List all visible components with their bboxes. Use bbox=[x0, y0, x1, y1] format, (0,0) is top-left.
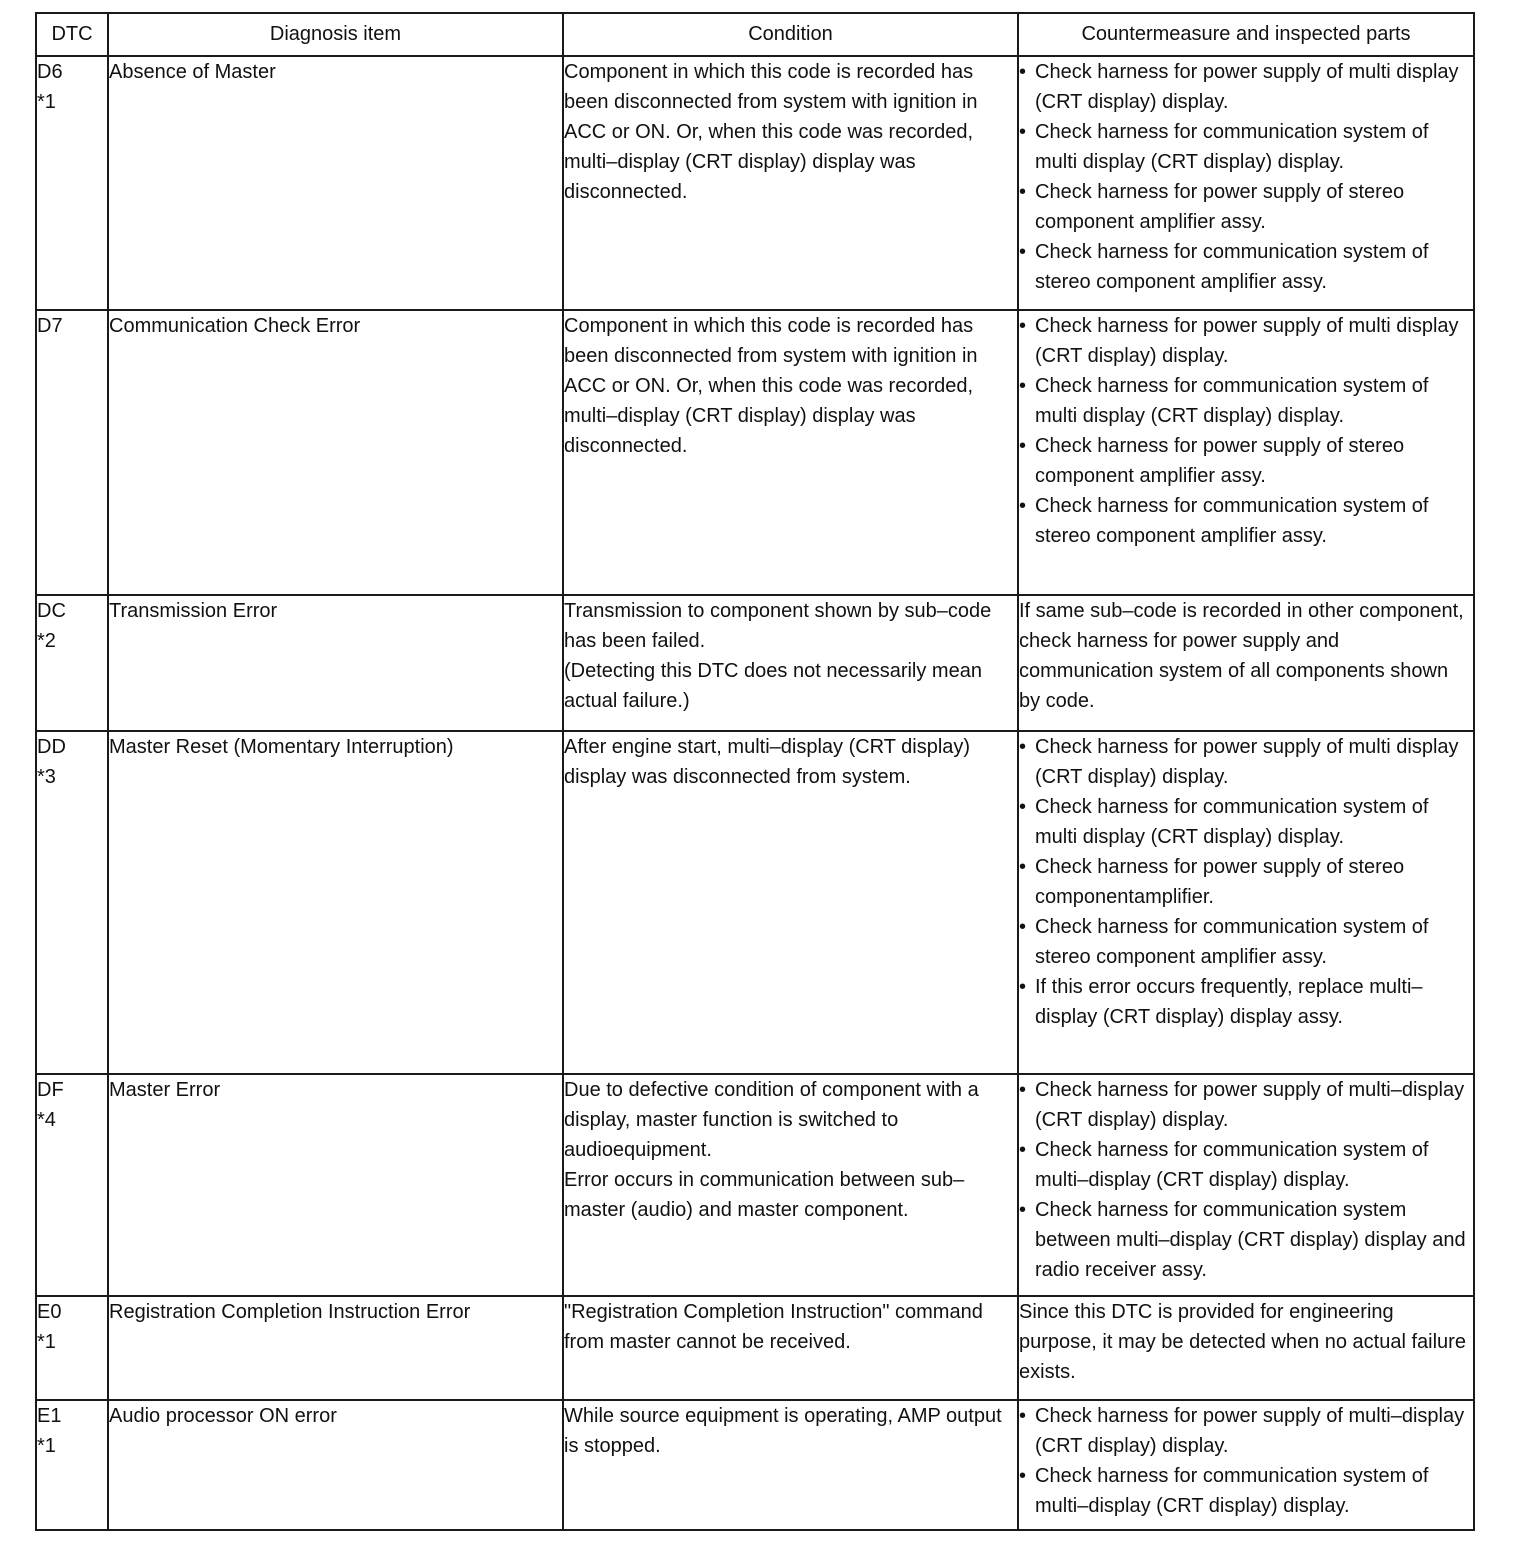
dtc-note: *3 bbox=[37, 766, 56, 788]
countermeasure-item: • Check harness for communication system of stereo component amplifier assy. bbox=[1019, 491, 1473, 551]
condition-text: Component in which this code is recorded has been disconnected from system with ignition in ACC or ON. Or, when this code was recorded, multi–display (CRT display) display was disconnected. bbox=[564, 315, 978, 457]
dtc-code: D7 bbox=[37, 315, 63, 337]
countermeasure-cell bbox=[1018, 595, 1474, 731]
diagnosis-item-cell bbox=[108, 1400, 563, 1530]
condition-cell bbox=[563, 56, 1018, 310]
dtc-cell bbox=[36, 731, 108, 1074]
header-dtc: DTC bbox=[36, 13, 108, 56]
table-header-row bbox=[36, 13, 1474, 56]
dtc-cell bbox=[36, 56, 108, 310]
diagnosis-item: Audio processor ON error bbox=[109, 1405, 337, 1427]
dtc-note: *1 bbox=[37, 1435, 56, 1457]
dtc-note: *2 bbox=[37, 630, 56, 652]
diagnosis-item-cell bbox=[108, 731, 563, 1074]
header-countermeasure: Countermeasure and inspected parts bbox=[1018, 13, 1474, 56]
condition-text: Due to defective condition of component with a display, master function is switched to audioequipment. bbox=[564, 1079, 979, 1161]
table-row bbox=[36, 731, 1474, 1074]
countermeasure-item: • Check harness for communication system of multi display (CRT display) display. bbox=[1019, 371, 1473, 431]
diagnosis-item: Registration Completion Instruction Error bbox=[109, 1301, 471, 1323]
condition-text: "Registration Completion Instruction" command from master cannot be received. bbox=[564, 1301, 983, 1353]
table-row bbox=[36, 1074, 1474, 1296]
condition-text: (Detecting this DTC does not necessarily mean actual failure.) bbox=[564, 660, 982, 712]
table-row bbox=[36, 1296, 1474, 1400]
countermeasure-item: • Check harness for power supply of stereo component amplifier assy. bbox=[1019, 177, 1473, 237]
dtc-code: E1 bbox=[37, 1405, 62, 1427]
countermeasure-item: • If this error occurs frequently, replace multi–display (CRT display) display assy. bbox=[1019, 972, 1473, 1032]
table-row bbox=[36, 1400, 1474, 1530]
countermeasure-text: If same sub–code is recorded in other component, check harness for power supply and communication system of all components shown by code. bbox=[1019, 600, 1464, 712]
condition-text: Error occurs in communication between sub–master (audio) and master component. bbox=[564, 1169, 965, 1221]
diagnosis-item-cell bbox=[108, 56, 563, 310]
countermeasure-list bbox=[1019, 732, 1473, 1032]
dtc-note: *4 bbox=[37, 1109, 56, 1131]
diagnosis-item-cell bbox=[108, 1296, 563, 1400]
condition-cell bbox=[563, 731, 1018, 1074]
countermeasure-text: Since this DTC is provided for engineering purpose, it may be detected when no actual failure exists. bbox=[1019, 1301, 1466, 1383]
condition-text: Transmission to component shown by sub–code has been failed. bbox=[564, 600, 992, 652]
countermeasure-item: • Check harness for power supply of multi–display (CRT display) display. bbox=[1019, 1075, 1473, 1135]
countermeasure-item: • Check harness for communication system between multi–display (CRT display) display and radio receiver assy. bbox=[1019, 1195, 1473, 1285]
condition-cell bbox=[563, 310, 1018, 595]
condition-cell bbox=[563, 1296, 1018, 1400]
countermeasure-cell bbox=[1018, 1400, 1474, 1530]
dtc-note: *1 bbox=[37, 91, 56, 113]
countermeasure-item: • Check harness for power supply of multi display (CRT display) display. bbox=[1019, 57, 1473, 117]
dtc-cell bbox=[36, 1400, 108, 1530]
condition-text: After engine start, multi–display (CRT display) display was disconnected from system. bbox=[564, 736, 971, 788]
countermeasure-item: • Check harness for communication system of stereo component amplifier assy. bbox=[1019, 237, 1473, 297]
table-row bbox=[36, 56, 1474, 310]
dtc-cell bbox=[36, 310, 108, 595]
condition-cell bbox=[563, 595, 1018, 731]
countermeasure-cell bbox=[1018, 1074, 1474, 1296]
diagnosis-item: Communication Check Error bbox=[109, 315, 361, 337]
dtc-cell bbox=[36, 1074, 108, 1296]
condition-cell bbox=[563, 1400, 1018, 1530]
countermeasure-list bbox=[1019, 1401, 1473, 1521]
countermeasure-cell bbox=[1018, 731, 1474, 1074]
dtc-code: E0 bbox=[37, 1301, 62, 1323]
countermeasure-cell bbox=[1018, 56, 1474, 310]
countermeasure-item: • Check harness for power supply of stereo component amplifier assy. bbox=[1019, 431, 1473, 491]
dtc-note: *1 bbox=[37, 1331, 56, 1353]
countermeasure-list bbox=[1019, 311, 1473, 551]
countermeasure-item: • Check harness for power supply of multi–display (CRT display) display. bbox=[1019, 1401, 1473, 1461]
dtc-table bbox=[35, 12, 1475, 1531]
dtc-code: D6 bbox=[37, 61, 63, 83]
diagnosis-item-cell bbox=[108, 310, 563, 595]
countermeasure-item: • Check harness for communication system of multi–display (CRT display) display. bbox=[1019, 1461, 1473, 1521]
countermeasure-item: • Check harness for communication system of multi display (CRT display) display. bbox=[1019, 792, 1473, 852]
countermeasure-item: • Check harness for communication system of stereo component amplifier assy. bbox=[1019, 912, 1473, 972]
diagnosis-item-cell bbox=[108, 595, 563, 731]
countermeasure-list bbox=[1019, 57, 1473, 297]
condition-text: While source equipment is operating, AMP output is stopped. bbox=[564, 1405, 1002, 1457]
countermeasure-item: • Check harness for communication system of multi–display (CRT display) display. bbox=[1019, 1135, 1473, 1195]
dtc-code: DF bbox=[37, 1079, 64, 1101]
table-row bbox=[36, 310, 1474, 595]
countermeasure-item: • Check harness for power supply of stereo componentamplifier. bbox=[1019, 852, 1473, 912]
header-diagnosis-item: Diagnosis item bbox=[108, 13, 563, 56]
dtc-code: DC bbox=[37, 600, 66, 622]
countermeasure-cell bbox=[1018, 1296, 1474, 1400]
table-row bbox=[36, 595, 1474, 731]
countermeasure-item: • Check harness for communication system of multi display (CRT display) display. bbox=[1019, 117, 1473, 177]
condition-cell bbox=[563, 1074, 1018, 1296]
countermeasure-item: • Check harness for power supply of multi display (CRT display) display. bbox=[1019, 732, 1473, 792]
diagnosis-item-cell bbox=[108, 1074, 563, 1296]
countermeasure-cell bbox=[1018, 310, 1474, 595]
countermeasure-list bbox=[1019, 1075, 1473, 1285]
countermeasure-item: • Check harness for power supply of multi display (CRT display) display. bbox=[1019, 311, 1473, 371]
dtc-cell bbox=[36, 1296, 108, 1400]
dtc-cell bbox=[36, 595, 108, 731]
condition-text: Component in which this code is recorded has been disconnected from system with ignition in ACC or ON. Or, when this code was recorded, multi–display (CRT display) display was disconnected. bbox=[564, 61, 978, 203]
diagnosis-item: Absence of Master bbox=[109, 61, 276, 83]
diagnosis-item: Transmission Error bbox=[109, 600, 278, 622]
diagnosis-item: Master Reset (Momentary Interruption) bbox=[109, 736, 454, 758]
header-condition: Condition bbox=[563, 13, 1018, 56]
diagnosis-item: Master Error bbox=[109, 1079, 221, 1101]
dtc-code: DD bbox=[37, 736, 66, 758]
